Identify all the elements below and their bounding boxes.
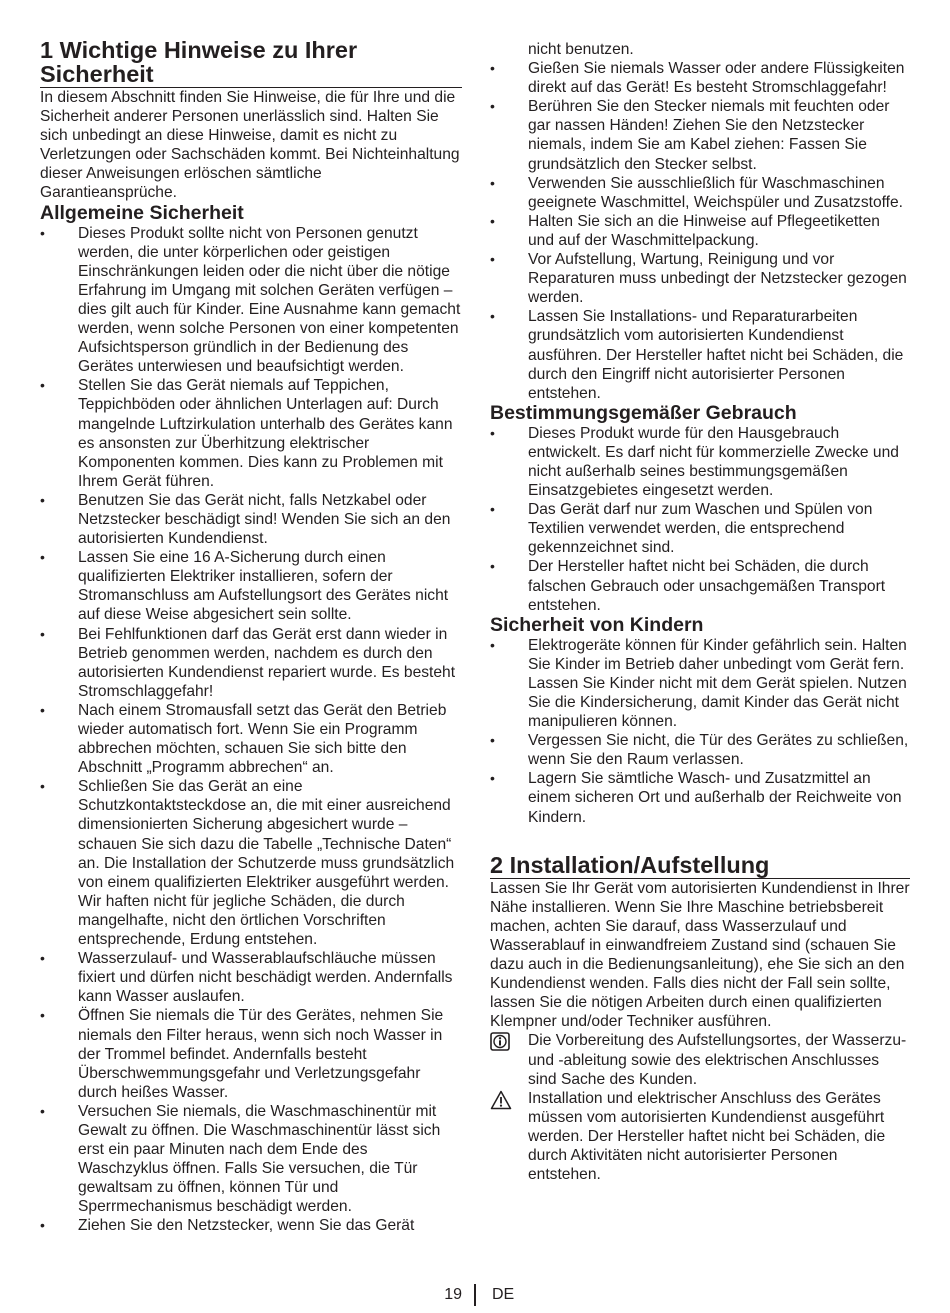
warning-icon [490, 1090, 510, 1109]
general-safety-heading: Allgemeine Sicherheit [40, 201, 244, 224]
info-icon [490, 1032, 510, 1051]
right-column [490, 40, 910, 1184]
list-item: • Vergessen Sie nicht, die Tür des Gerätes zu schließen, wenn Sie den Raum verlassen. [490, 731, 910, 769]
section2-intro: Lassen Sie Ihr Gerät vom autorisierten Kundendienst in Ihrer Nähe installieren. Wenn Sie Ihre Maschine betriebsbereit machen, achten Sie darauf, dass Wasserzulauf und Wasserablauf in einwandfreiem Zustand sind (schauen Sie dazu auch in die Bedienungsanleitung), ehe Sie sich an den Kundendienst wenden. Falls dies nicht der Fall sein sollte, lassen Sie die nötigen Arbeiten durch einen qualifizierten Klempner und/oder Techniker ausführen. [490, 879, 910, 1031]
warning-note-text: Installation und elektrischer Anschluss des Gerätes müssen vom autorisierten Kundendienst ausgeführt werden. Der Hersteller haftet nicht bei Schäden, die durch Aktivitäten nicht autorisierter Personen entstehen. [528, 1089, 886, 1184]
section1-title: 1 Wichtige Hinweise zu Ihrer Sicherheit [40, 38, 462, 88]
list-item: • Wasserzulauf- und Wasserablaufschläuche müssen fixiert und dürfen nicht beschädigt werden. Andernfalls kann Wasser auslaufen. [40, 949, 462, 1006]
list-item: • Der Hersteller haftet nicht bei Schäden, die durch falschen Gebrauch oder unsachgemäßen Transport entstehen. [490, 557, 910, 614]
page-number: 19 [444, 1286, 462, 1303]
list-item: • Schließen Sie das Gerät an eine Schutzkontaktsteckdose an, die mit einer ausreichend dimensionierten Sicherung abgesichert wurde – schauen Sie sich dazu die Tabelle „Technische Daten“ an. Die Installation der Schutzerde muss grundsätzlich von einem qualifizierten Elektriker ausgeführt werden. Wir haften nicht für jegliche Schäden, die durch mangelhafte, nicht den örtlichen Vorschriften entsprechende, Erdung entstehen. [40, 777, 462, 949]
list-item: • Nach einem Stromausfall setzt das Gerät den Betrieb wieder automatisch fort. Wenn Sie ein Programm abbrechen möchten, schauen Sie sich bitte den Abschnitt „Programm abbrechen“ an. [40, 701, 462, 777]
child-safety-heading: Sicherheit von Kindern [490, 613, 704, 636]
list-item: • Bei Fehlfunktionen darf das Gerät erst dann wieder in Betrieb genommen werden, nachdem es durch den autorisierten Kundendienst repariert wurde. Es besteht Stromschlaggefahr! [40, 625, 462, 701]
list-item: • Berühren Sie den Stecker niemals mit feuchten oder gar nassen Händen! Ziehen Sie den Netzstecker niemals, indem Sie am Kabel ziehen: Fassen Sie grundsätzlich den Stecker selbst. [490, 97, 910, 173]
child-safety-list [490, 636, 910, 827]
list-item: • Vor Aufstellung, Wartung, Reinigung und vor Reparaturen muss unbedingt der Netzstecker gezogen werden. [490, 250, 910, 307]
left-column [40, 38, 462, 1236]
list-item: • Dieses Produkt sollte nicht von Personen genutzt werden, die unter körperlichen oder geistigen Einschränkungen leiden oder die nicht über die nötige Erfahrung im Umgang mit solchen Geräten verfügen – dies gilt auch für Kinder. Eine Ausnahme kann gemacht werden, wenn solche Personen von einer kompetenten Aufsichtsperson gründlich in der Bedienung des Gerätes unterwiesen und beaufsichtigt werden. [40, 224, 462, 377]
info-note [490, 1031, 910, 1088]
section1-intro: In diesem Abschnitt finden Sie Hinweise, die für Ihre und die Sicherheit anderer Personen unerlässlich sind. Halten Sie sich unbedingt an diese Hinweise, damit es nicht zu Verletzungen oder Sachschäden kommt. Bei Nichteinhaltung dieser Anweisungen erlöschen sämtliche Garantieansprüche. [40, 89, 460, 202]
list-item: • Versuchen Sie niemals, die Waschmaschinentür mit Gewalt zu öffnen. Die Waschmaschinentür lässt sich erst ein paar Minuten nach dem Ende des Waschzyklus öffnen. Falls Sie versuchen, die Tür gewaltsam zu öffnen, können Tür und Sperrmechanismus beschädigt werden. [40, 1102, 462, 1217]
intended-use-list [490, 424, 910, 615]
list-item: • Das Gerät darf nur zum Waschen und Spülen von Textilien verwendet werden, die entsprechend gekennzeichnet sind. [490, 500, 910, 557]
list-item: • Lagern Sie sämtliche Wasch- und Zusatzmittel an einem sicheren Ort und außerhalb der Reichweite von Kindern. [490, 769, 910, 826]
list-item: • Stellen Sie das Gerät niemals auf Teppichen, Teppichböden oder ähnlichen Unterlagen auf: Durch mangelnde Luftzirkulation unterhalb des Gerätes kann es ansonsten zur Überhitzung elektrischer Komponenten kommen. Dies kann zu Problemen mit Ihrem Gerät führen. [40, 376, 462, 491]
list-item: • Lassen Sie eine 16 A-Sicherung durch einen qualifizierten Elektriker installieren, sofern der Stromanschluss am Aufstellungsort des Gerätes nicht auf diese Weise abgesichert sein sollte. [40, 548, 462, 624]
warning-note [490, 1089, 910, 1184]
footer-divider [474, 1284, 476, 1306]
list-item-continuation: nicht benutzen. [528, 41, 634, 58]
list-item: • Benutzen Sie das Gerät nicht, falls Netzkabel oder Netzstecker beschädigt sind! Wenden Sie sich an den autorisierten Kundendienst. [40, 491, 462, 548]
info-note-text: Die Vorbereitung des Aufstellungsortes, der Wasserzu- und -ableitung sowie des elektrischen Anschlusses sind Sache des Kunden. [528, 1032, 907, 1088]
section2-title: 2 Installation/Aufstellung [490, 853, 910, 879]
page-footer [0, 1284, 950, 1310]
language-code: DE [492, 1286, 515, 1303]
list-item: • Öffnen Sie niemals die Tür des Gerätes, nehmen Sie niemals den Filter heraus, wenn sich noch Wasser in der Trommel befindet. Andernfalls besteht Überschwemmungsgefahr und Verletzungsgefahr durch heißes Wasser. [40, 1006, 462, 1101]
list-item: • Ziehen Sie den Netzstecker, wenn Sie das Gerät [40, 1216, 462, 1235]
list-item: • Lassen Sie Installations- und Reparaturarbeiten grundsätzlich vom autorisierten Kundendienst ausführen. Der Hersteller haftet nicht bei Schäden, die durch den Eingriff nicht autorisierter Personen entstehen. [490, 307, 910, 402]
list-item: • Verwenden Sie ausschließlich für Waschmaschinen geeignete Waschmittel, Weichspüler und Zusatzstoffe. [490, 174, 910, 212]
intended-use-heading: Bestimmungsgemäßer Gebrauch [490, 401, 797, 424]
list-item: • Elektrogeräte können für Kinder gefährlich sein. Halten Sie Kinder im Betrieb daher unbedingt vom Gerät fern. Lassen Sie Kinder nicht mit dem Gerät spielen. Nutzen Sie die Kindersicherung, damit Kinder das Gerät nicht manipulieren können. [490, 636, 910, 731]
list-item: • Halten Sie sich an die Hinweise auf Pflegeetiketten und auf der Waschmittelpackung. [490, 212, 910, 250]
list-item: • Dieses Produkt wurde für den Hausgebrauch entwickelt. Es darf nicht für kommerzielle Zwecke und nicht außerhalb seines bestimmungsgemäßen Einsatzgebietes eingesetzt werden. [490, 424, 910, 500]
list-item: • Gießen Sie niemals Wasser oder andere Flüssigkeiten direkt auf das Gerät! Es besteht Stromschlaggefahr! [490, 59, 910, 97]
general-safety-list [40, 224, 462, 1236]
general-safety-list-continued [490, 59, 910, 403]
